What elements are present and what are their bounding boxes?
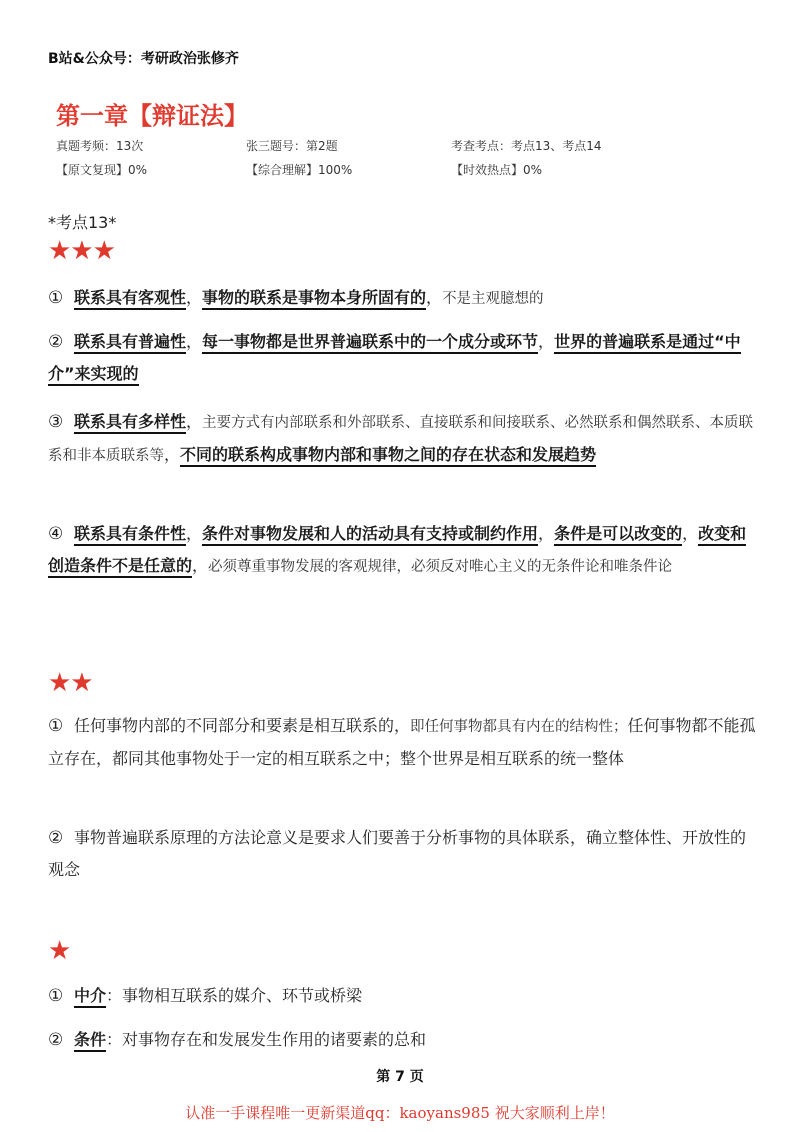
list-item [48, 282, 758, 315]
key-phrase: 每一事物都是世界普遍联系中的一个成分或环节 [202, 332, 538, 354]
item-text: 任何事物都不能孤立存在，都同其他事物处于一定的相互联系之中；整个世界是相互联系的统一整体 [48, 716, 756, 768]
separator: ， [164, 445, 181, 464]
key-phrase: 不同的联系构成事物内部和事物之间的存在状态和发展趋势 [180, 445, 596, 467]
item-number: ② [48, 828, 64, 848]
three-star-icon: ★★★ [48, 236, 115, 266]
item-text: 事物普遍联系原理的方法论意义是要求人们要善于分析事物的具体联系，确立整体性、开放性的观念 [48, 828, 747, 879]
separator: ， [186, 412, 203, 431]
item-text: 任何事物内部的不同部分和要素是相互联系的， [74, 716, 411, 735]
question-number: 张三题号：第2题 [246, 139, 338, 153]
note-text: 不是主观臆想的 [442, 291, 544, 307]
list-item [48, 710, 758, 775]
note-text: 即任何事物都具有内在的结构性； [410, 719, 628, 735]
exam-points: 考查考点：考点13、考点14 [451, 139, 602, 153]
item-number: ① [48, 288, 64, 308]
item-number: ① [48, 716, 64, 736]
term: 条件 [74, 1030, 106, 1052]
page-number: 第 7 页 [376, 1069, 424, 1085]
original-reproduction: 【原文复现】0% [56, 163, 148, 177]
definition: ：对事物存在和发展发生作用的诸要素的总和 [106, 1030, 427, 1049]
separator: ， [426, 288, 443, 307]
separator: ， [186, 524, 203, 543]
key-phrase: 联系具有客观性 [74, 288, 186, 310]
list-item [48, 518, 758, 583]
note-text: 主要方式有内部联系和外部联系、直接联系和间接联系、必然联系和偶然联系、本质联系和非本质联系等 [48, 415, 754, 464]
item-number: ② [48, 1030, 64, 1050]
key-phrase: 世界的普遍联系是通过“中介”来实现的 [48, 332, 741, 386]
key-phrase: 联系具有多样性 [74, 412, 186, 434]
list-item [48, 822, 758, 886]
two-star-icon: ★★ [48, 668, 93, 698]
separator: ， [682, 524, 699, 543]
key-phrase: 条件对事物发展和人的活动具有支持或制约作用 [202, 524, 538, 546]
chapter-title: 第一章【辩证法】 [56, 102, 248, 130]
key-phrase: 条件是可以改变的 [554, 524, 682, 546]
definition: ：事物相互联系的媒介、环节或桥梁 [106, 986, 363, 1005]
footer-notice: 认准一手课程唯一更新渠道qq：kaoyans985 祝大家顺利上岸！ [185, 1104, 615, 1122]
key-phrase: 事物的联系是事物本身所固有的 [202, 288, 426, 310]
channel-header: B站&公众号：考研政治张修齐 [48, 51, 239, 67]
item-number: ① [48, 986, 64, 1006]
key-phrase: 改变和创造条件不是任意的 [48, 524, 746, 578]
list-item [48, 980, 758, 1012]
item-number: ③ [48, 412, 64, 432]
hot-topic: 【时效热点】0% [451, 163, 543, 177]
term: 中介 [74, 986, 106, 1008]
item-number: ④ [48, 524, 64, 544]
list-item [48, 326, 758, 390]
separator: ， [538, 524, 555, 543]
separator: ， [186, 288, 203, 307]
separator: ， [192, 556, 209, 575]
comprehensive-understanding: 【综合理解】100% [246, 163, 353, 177]
list-item [48, 1024, 758, 1056]
item-number: ② [48, 332, 64, 352]
list-item [48, 406, 758, 472]
exam-frequency: 真题考频：13次 [56, 139, 144, 153]
separator: ， [538, 332, 555, 351]
note-text: 必须尊重事物发展的客观规律，必须反对唯心主义的无条件论和唯条件论 [208, 559, 673, 575]
key-phrase: 联系具有条件性 [74, 524, 186, 546]
kaodian-label: *考点13* [48, 213, 117, 232]
key-phrase: 联系具有普遍性 [74, 332, 186, 354]
one-star-icon: ★ [48, 936, 71, 966]
separator: ， [186, 332, 203, 351]
